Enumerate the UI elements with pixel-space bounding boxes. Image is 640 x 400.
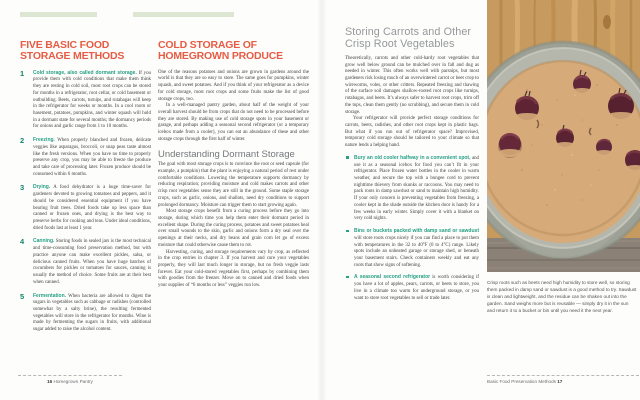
photo-beets-in-sand [487, 0, 640, 272]
item-lead: Freezing. [33, 137, 55, 144]
footer-right [487, 375, 639, 384]
item-number: 3 [20, 183, 25, 193]
bullet-text: and use it as a seasonal icebox for food you can’t fit in your refrigerator. Place frozen water bottles in the cooler in warm weather, and secure the top with a bungee cord to prevent nighttime thievery from skunks or raccoons. You may need to pack roots in damp sawdust or sand to maintain high humidity. If your only concern is preventing vegetables from freezing, a cooler kept in the shade outside the kitchen door is handy for a few weeks in early winter. Simply cover it with a blanket on very cold nights. [354, 155, 479, 222]
paragraph: Your refrigerator will provide perfect storage conditions for carrots, beets, radishes, and other root crops kept in plastic bags. But what if you run out of refrigerator space? Improvised, temporary cold storage should be tailored to your climate so that nature lends a helping hand. [345, 116, 479, 149]
subheading-understanding-dormant-storage: Understanding Dormant Storage [158, 148, 295, 160]
bullet-item [345, 274, 479, 302]
bullet-lead: A seasonal second refrigerator [354, 274, 431, 281]
section-title: Basic Food Preservation Methods [487, 378, 556, 384]
decor-bar-middle [133, 12, 234, 17]
item-lead: Cold storage, also called dormant storage. [33, 69, 137, 76]
bullet-item [345, 228, 479, 269]
list-item [20, 70, 151, 131]
item-number: 4 [20, 237, 25, 247]
item-text: If you provide them with cold conditions that make them think they are resting in cold soil, most root crops can be stored for months in a refrigerator, root cellar, or cold basement or outbuilding. Beets, carrots, turnips, and rutabagas will keep in the refrigerator for weeks or months. In a cool room or basement, potatoes, pumpkins, and winter squash will hold in a dormant state for several months; the dormancy periods for onions and garlic range from 1 to 10 months. [33, 70, 151, 130]
item-lead: Drying. [33, 184, 51, 191]
item-text: When bacteria are allowed to digest the sugars in vegetables such as cabbage or radishes (controlled somewhat by a salty brine), the resulting fermented vegetables will store in the refrigerator for months. Wine is made by fermenting the sugars in fruits, with additional sugar added to raise the alcohol content. [33, 293, 152, 333]
item-number: 2 [20, 136, 25, 146]
paragraph: Harvesting, curing, and storage requirements vary by crop, as reflected in the crop entries in chapter 3. If you harvest and cure your vegetables properly, they will last much longer in storage, but no fresh veggie lasts forever. Eat your cold-stored vegetables first, perhaps by combining them with goodies from the freezer. Move on to canned and dried foods when your supplies of “6 months or less” veggies run low. [158, 249, 309, 289]
heading-cold-storage-of-homegrown-produce: COLD STORAGE OF HOMEGROWN PRODUCE [158, 39, 283, 63]
item-text: A food dehydrator is a huge time-saver for gardeners devoted to growing tomatoes and peppers, and it should be considered essential equipment if you have bearing fruit trees. Dried foods take up less space than canned or frozen ones, and drying is the best way to preserve herbs for cooking and teas. Under ideal conditions, dried foods last at least 1 year. [33, 185, 151, 231]
bullet-lead: Bury an old cooler halfway in a convenient spot, [354, 154, 471, 161]
beets-in-sand-illustration [487, 0, 640, 272]
bullet-text: will store roots crops nicely if you can find a place to put them with temperatures in the 32 to 40°F (0 to 4°C) range. Likely spots include an unheated garage or storage shed, or beneath your basement stairs. Check containers weekly and eat any roots that show signs of softening. [354, 235, 479, 268]
item-text: Storing foods in sealed jars is the most technical and time-consuming food preservation method, but with practice anyone can make excellent pickles, salsa, or delicious canned fruits. When you have huge batches of cucumbers for pickles or tomatoes for sauces, canning is usually the method of choice. Some fruits are at their best when canned. [33, 239, 151, 285]
list-item [20, 293, 151, 334]
column-cold-storage [158, 40, 309, 290]
heading-five-basic-food-storage-methods: FIVE BASIC FOOD STORAGE METHODS [20, 39, 125, 63]
column-storing-carrots [345, 26, 479, 302]
bullet-square-icon [346, 276, 349, 279]
page-gutter [317, 0, 327, 400]
bullet-square-icon [346, 230, 349, 233]
paragraph: In a well-managed pantry garden, about half of the weight of your overall harvest should be from crops that do not need to be processed before they are stored. By making use of cold storage spots in your basement or garage, and perhaps adding a seasonal second refrigerator (or a temporary icebox made from a cooler), you can eat an abundance of these and other storage crops through the first half of winter. [158, 103, 309, 142]
list-item [20, 184, 151, 232]
item-lead: Canning. [33, 238, 55, 245]
bullet-item [345, 155, 479, 223]
footer-left [18, 375, 122, 384]
item-lead: Fermentation. [33, 292, 67, 299]
page-number-left: 16 [47, 378, 53, 384]
paragraph: Most storage crops benefit from a curing process before they go into storage, during which time you help them enter their dormant period in excellent shape. During the curing process, potatoes and sweet potatoes heal over small wounds to the skin, garlic and onions form a dry seal over the openings at their necks, and dry beans and grain corn let go of excess moisture that could otherwise cause them to rot. [158, 209, 309, 248]
bullet-text: is worth considering if you have a lot of apples, pears, carrots, or beets to store, you live in a climate too warm for underground storage, or you want to store root vegetables to sell or trade later. [354, 275, 479, 301]
paragraph: The goal with most storage crops is to convince the root or seed capsule (for example, a pumpkin) that the plant is enjoying a natural period of rest under comfortable conditions. Lowering the temperature supports dormancy by reducing respiration; providing moisture and cold makes carrots and other crisp root vegetables sense they are still in the ground. Some staple storage crops, such as garlic, onions, and shallots, need dry conditions to support prolonged dormancy. Moisture can trigger them to start growing again. [158, 162, 309, 208]
column-storage-methods [20, 40, 151, 340]
list-item [20, 238, 151, 286]
photo-caption: Crisp roots such as beets need high humidity to store well, so storing them packed in damp sand or sawdust is a good method to try. Sawdust is clean and lightweight, and the residue can be shaken out into the garden. Sand weighs more but is reusable — simply dry it in the sun and return it to a bucket or bin until you need it the next year. [487, 280, 637, 314]
paragraph: Theoretically, carrots and other cold-hardy root vegetables that grow well below ground can be mulched over in fall and dug as needed in winter. This often works well with parsnips, but most gardeners risk losing much of an overwintered carrot or beet crop to wireworms, voles, or other critters. Repeated freezing and thawing of the surface soil damages shallow-rooted root crops like turnips, rutabagas, and beets. It’s always safer to harvest root crops, trim off the tops, clean them gently (no scrubbing), and secure them in cold storage. [345, 55, 479, 115]
list-item [20, 137, 151, 178]
bullet-square-icon [346, 156, 349, 159]
item-number: 5 [20, 291, 25, 301]
paragraph: One of the reasons potatoes and onions are grown in gardens around the world is that they are so easy to store. The same goes for pumpkins, winter squash, and sweet potatoes. And if you think of your refrigerator as a device for cold storage, most root crops and some fruits make the list of good storage crops, too. [158, 69, 309, 102]
page-number-right: 17 [557, 378, 563, 384]
book-title: Homegrown Pantry [53, 378, 93, 384]
item-number: 1 [20, 68, 25, 78]
decor-bar-left [20, 12, 97, 17]
bullet-lead: Bins or buckets packed with damp sand or sawdust [354, 228, 479, 235]
item-text: When properly blanched and frozen, delicate veggies like asparagus, broccoli, or snap peas taste almost like the fresh versions. When you have no time to properly preserve any crop, you may be able to freeze the produce and take care of processing later. Frozen produce should be consumed within 6 months. [33, 138, 151, 177]
heading-storing-carrots: Storing Carrots and Other Crisp Root Vegetables [345, 26, 472, 51]
